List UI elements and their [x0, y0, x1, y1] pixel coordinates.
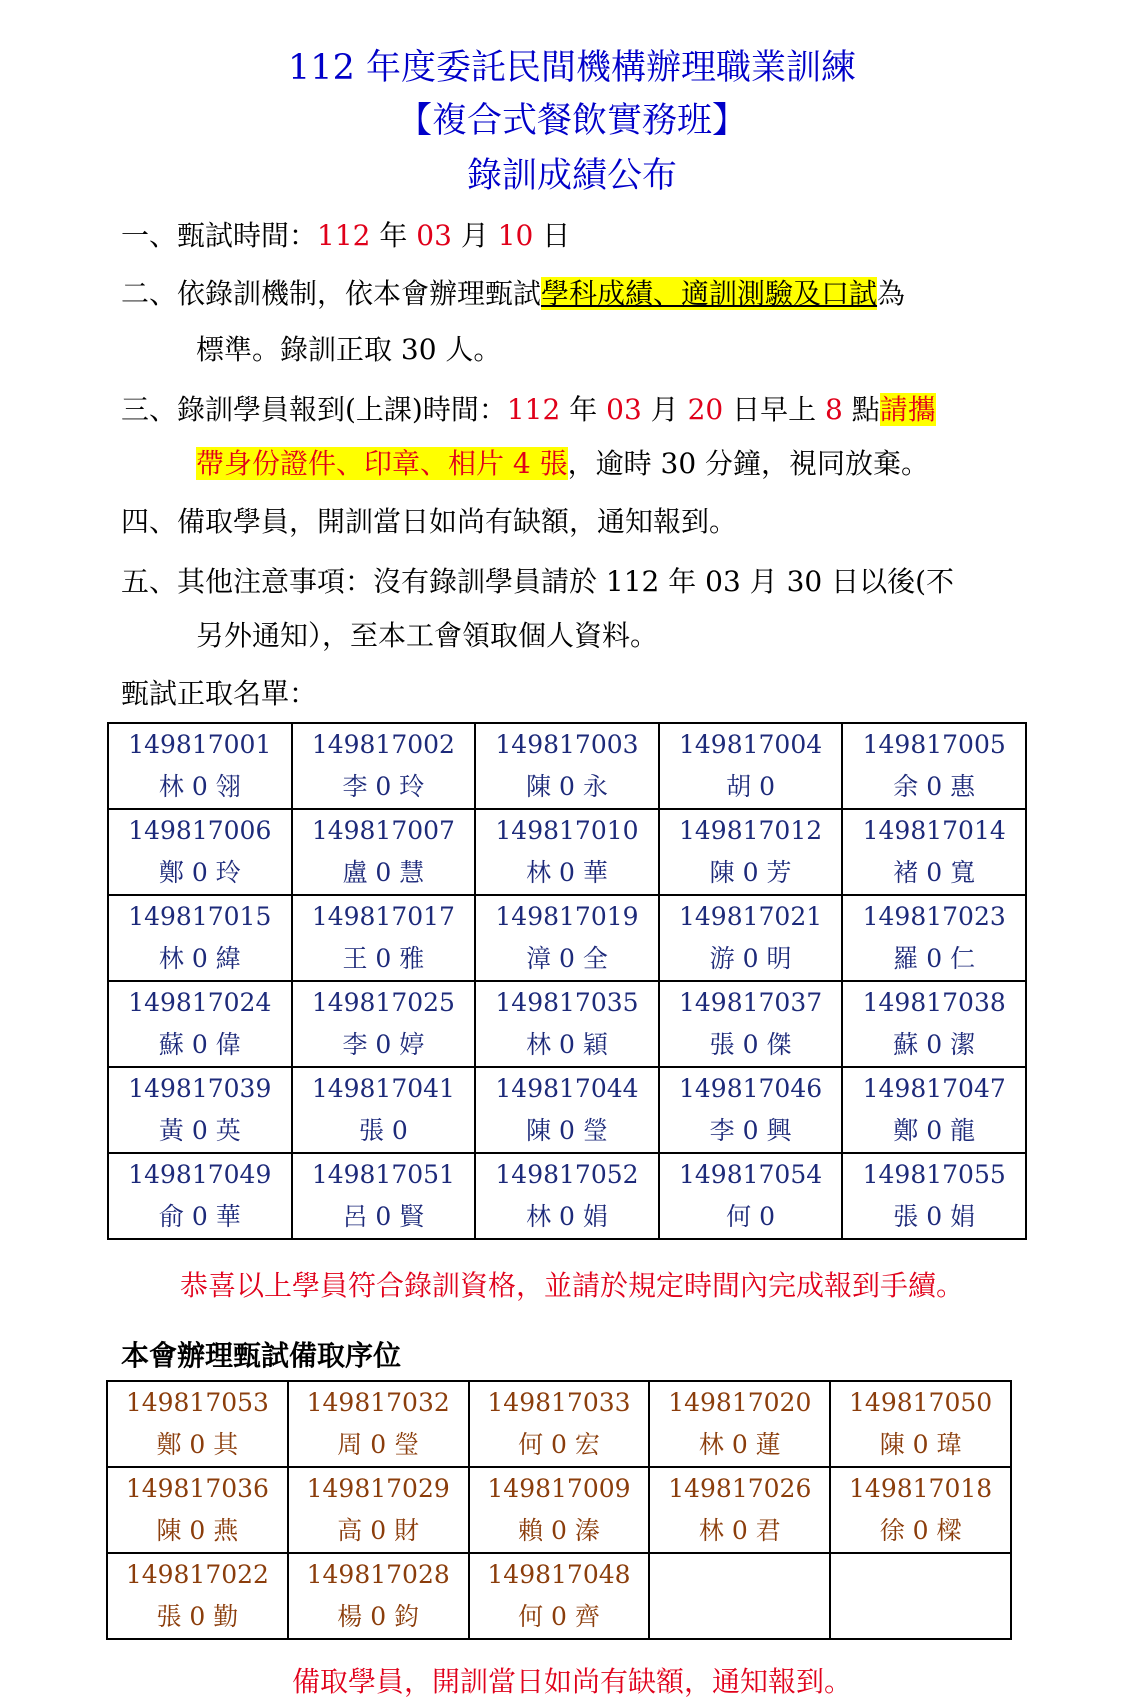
trainee-cell — [842, 1153, 1026, 1239]
trainee-name: 陳 0 芳 — [709, 858, 792, 887]
trainee-id: 149817033 — [487, 1388, 631, 1417]
exam-year: 112 — [317, 219, 371, 252]
trainee-cell — [292, 1067, 476, 1153]
trainee-name: 盧 0 慧 — [342, 858, 425, 887]
trainee-cell — [475, 809, 659, 895]
trainee-cell — [469, 1467, 650, 1553]
trainee-name: 胡 0 — [726, 772, 775, 801]
trainee-cell — [649, 1381, 830, 1467]
trainee-cell — [475, 895, 659, 981]
exam-time-label: 一、甄試時間： — [121, 219, 318, 252]
criteria-suffix: 為 — [877, 277, 906, 310]
criteria-text: 二、依錄訓機制，依本會辦理甄試 — [121, 277, 542, 310]
trainee-cell — [842, 981, 1026, 1067]
trainee-id: 149817029 — [306, 1474, 450, 1503]
trainee-name: 陳 0 瑋 — [879, 1430, 962, 1459]
hour-unit: 點 — [842, 393, 880, 426]
trainee-cell — [475, 1067, 659, 1153]
waitlist-table — [106, 1380, 1012, 1640]
admitted-list-heading: 甄試正取名單： — [121, 677, 318, 710]
trainee-id: 149817001 — [128, 730, 272, 759]
waitlist-heading: 本會辦理甄試備取序位 — [121, 1339, 402, 1372]
trainee-cell — [108, 1067, 292, 1153]
day-unit: 日 — [533, 219, 571, 252]
trainee-id: 149817037 — [679, 988, 823, 1017]
trainee-name: 張 0 傑 — [709, 1030, 792, 1059]
trainee-id: 149817044 — [495, 1074, 639, 1103]
exam-day: 10 — [497, 219, 534, 252]
document-title: 112 年度委託民間機構辦理職業訓練 — [288, 48, 856, 88]
table-row — [108, 723, 1026, 809]
trainee-id: 149817046 — [679, 1074, 823, 1103]
year-unit: 年 — [560, 393, 607, 426]
month-unit: 月 — [451, 219, 498, 252]
trainee-name: 林 0 穎 — [526, 1030, 608, 1059]
trainee-id: 149817021 — [679, 902, 823, 931]
waitlist-notice-line: 四、備取學員，開訓當日如尚有缺額，通知報到。 — [121, 505, 738, 538]
trainee-name: 李 0 玲 — [342, 772, 425, 801]
trainee-name: 徐 0 樑 — [879, 1516, 962, 1545]
report-hour: 8 — [825, 393, 843, 426]
table-row — [108, 981, 1026, 1067]
trainee-name: 何 0 齊 — [518, 1602, 600, 1631]
trainee-cell — [107, 1467, 288, 1553]
trainee-name: 林 0 華 — [526, 858, 608, 887]
trainee-cell — [842, 723, 1026, 809]
trainee-name: 林 0 翎 — [158, 772, 241, 801]
trainee-name: 高 0 財 — [337, 1516, 420, 1545]
trainee-cell — [108, 1153, 292, 1239]
trainee-id: 149817053 — [125, 1388, 269, 1417]
bring-items-line — [196, 444, 929, 484]
trainee-cell — [842, 895, 1026, 981]
trainee-id: 149817024 — [128, 988, 272, 1017]
trainee-cell — [288, 1381, 469, 1467]
trainee-id: 149817003 — [495, 730, 639, 759]
trainee-name: 游 0 明 — [709, 944, 792, 973]
trainee-id: 149817017 — [311, 902, 455, 931]
bring-items-highlight: 請攜 — [879, 393, 936, 426]
trainee-cell — [292, 895, 476, 981]
trainee-id: 149817006 — [128, 816, 272, 845]
trainee-cell — [108, 981, 292, 1067]
admitted-table — [107, 722, 1027, 1240]
table-row — [108, 1067, 1026, 1153]
trainee-name: 賴 0 溱 — [518, 1516, 600, 1545]
trainee-cell — [469, 1381, 650, 1467]
trainee-id: 149817038 — [862, 988, 1006, 1017]
trainee-id: 149817019 — [495, 902, 639, 931]
trainee-id: 149817018 — [849, 1474, 993, 1503]
trainee-cell — [292, 1153, 476, 1239]
table-row — [108, 1153, 1026, 1239]
table-row — [108, 895, 1026, 981]
trainee-name: 張 0 勤 — [156, 1602, 239, 1631]
trainee-cell — [292, 981, 476, 1067]
trainee-name: 何 0 — [726, 1202, 775, 1231]
trainee-name: 林 0 蓮 — [698, 1430, 781, 1459]
trainee-id: 149817020 — [668, 1388, 812, 1417]
trainee-id: 149817009 — [487, 1474, 631, 1503]
trainee-id: 149817007 — [311, 816, 455, 845]
table-row — [107, 1381, 1011, 1467]
trainee-name: 余 0 惠 — [893, 772, 976, 801]
trainee-cell — [475, 1153, 659, 1239]
trainee-id: 149817032 — [306, 1388, 450, 1417]
trainee-cell — [288, 1553, 469, 1639]
admission-criteria-line — [121, 274, 905, 314]
trainee-name: 鄭 0 其 — [156, 1430, 239, 1459]
trainee-id: 149817047 — [862, 1074, 1006, 1103]
trainee-name: 蘇 0 偉 — [158, 1030, 241, 1059]
trainee-cell — [659, 1153, 843, 1239]
trainee-id: 149817035 — [495, 988, 639, 1017]
trainee-name: 陳 0 永 — [526, 772, 608, 801]
trainee-name: 陳 0 瑩 — [526, 1116, 608, 1145]
trainee-id: 149817055 — [862, 1160, 1006, 1189]
trainee-cell — [475, 981, 659, 1067]
trainee-name: 何 0 宏 — [518, 1430, 600, 1459]
trainee-cell — [649, 1467, 830, 1553]
trainee-id: 149817051 — [311, 1160, 455, 1189]
trainee-name: 黃 0 英 — [158, 1116, 241, 1145]
trainee-cell — [830, 1553, 1011, 1639]
announcement-title: 錄訓成績公布 — [466, 156, 677, 196]
trainee-name: 蘇 0 潔 — [893, 1030, 976, 1059]
trainee-id: 149817041 — [311, 1074, 455, 1103]
trainee-cell — [659, 723, 843, 809]
trainee-cell — [107, 1381, 288, 1467]
admission-quota-line: 標準。錄訓正取 30 人。 — [196, 333, 502, 366]
day-unit: 日早上 — [723, 393, 826, 426]
trainee-id: 149817005 — [862, 730, 1006, 759]
trainee-cell — [830, 1381, 1011, 1467]
trainee-cell — [107, 1553, 288, 1639]
bring-items-list: 帶身份證件、印章、相片 4 張 — [196, 447, 568, 480]
trainee-cell — [659, 895, 843, 981]
other-notes-line-2: 另外通知），至本工會領取個人資料。 — [196, 619, 659, 652]
trainee-id: 149817004 — [679, 730, 823, 759]
trainee-cell — [469, 1553, 650, 1639]
trainee-name: 林 0 君 — [698, 1516, 781, 1545]
trainee-name: 漳 0 全 — [526, 944, 608, 973]
trainee-cell — [659, 1067, 843, 1153]
late-policy-text: ，逾時 30 分鐘，視同放棄。 — [567, 447, 930, 480]
trainee-id: 149817010 — [495, 816, 639, 845]
trainee-id: 149817026 — [668, 1474, 812, 1503]
trainee-id: 149817023 — [862, 902, 1006, 931]
trainee-name: 楊 0 鈞 — [337, 1602, 420, 1631]
trainee-name: 周 0 瑩 — [337, 1430, 420, 1459]
trainee-name: 王 0 雅 — [342, 944, 425, 973]
trainee-name: 羅 0 仁 — [893, 944, 976, 973]
trainee-name: 呂 0 賢 — [342, 1202, 425, 1231]
trainee-cell — [108, 809, 292, 895]
trainee-name: 鄭 0 龍 — [893, 1116, 976, 1145]
report-day: 20 — [687, 393, 724, 426]
trainee-id: 149817028 — [306, 1560, 450, 1589]
year-unit: 年 — [370, 219, 417, 252]
trainee-cell — [649, 1553, 830, 1639]
trainee-cell — [659, 809, 843, 895]
trainee-name: 李 0 婷 — [342, 1030, 425, 1059]
waitlist-note: 備取學員，開訓當日如尚有缺額，通知報到。 — [291, 1665, 852, 1698]
trainee-cell — [475, 723, 659, 809]
class-name-title: 【複合式餐飲實務班】 — [396, 101, 747, 141]
table-row — [107, 1553, 1011, 1639]
trainee-name: 林 0 緯 — [158, 944, 241, 973]
trainee-cell — [288, 1467, 469, 1553]
report-year: 112 — [506, 393, 561, 426]
trainee-cell — [842, 809, 1026, 895]
report-month: 03 — [606, 393, 642, 426]
trainee-id: 149817049 — [128, 1160, 272, 1189]
table-row — [108, 809, 1026, 895]
congrats-note: 恭喜以上學員符合錄訓資格，並請於規定時間內完成報到手續。 — [179, 1269, 964, 1302]
trainee-cell — [292, 723, 476, 809]
trainee-id: 149817022 — [125, 1560, 269, 1589]
trainee-id: 149817025 — [311, 988, 455, 1017]
criteria-highlight: 學科成績、適訓測驗及口試 — [541, 277, 878, 310]
trainee-name: 李 0 興 — [709, 1116, 792, 1145]
trainee-name: 林 0 娟 — [526, 1202, 608, 1231]
exam-time-line — [121, 216, 570, 256]
trainee-id: 149817052 — [495, 1160, 639, 1189]
trainee-id: 149817050 — [849, 1388, 993, 1417]
other-notes-line: 五、其他注意事項：沒有錄訓學員請於 112 年 03 月 30 日以後(不 — [121, 565, 955, 598]
trainee-id: 149817054 — [679, 1160, 823, 1189]
trainee-cell — [842, 1067, 1026, 1153]
trainee-cell — [108, 895, 292, 981]
trainee-name: 陳 0 燕 — [156, 1516, 239, 1545]
trainee-cell — [292, 809, 476, 895]
exam-month: 03 — [416, 219, 452, 252]
report-time-label: 三、錄訓學員報到(上課)時間： — [121, 393, 507, 426]
trainee-name: 褚 0 寬 — [893, 858, 976, 887]
month-unit: 月 — [641, 393, 688, 426]
trainee-id: 149817048 — [487, 1560, 631, 1589]
trainee-cell — [108, 723, 292, 809]
trainee-name: 俞 0 華 — [158, 1202, 241, 1231]
trainee-name: 鄭 0 玲 — [158, 858, 241, 887]
table-row — [107, 1467, 1011, 1553]
trainee-name: 張 0 — [358, 1116, 408, 1145]
trainee-id: 149817012 — [679, 816, 823, 845]
trainee-cell — [830, 1467, 1011, 1553]
trainee-cell — [659, 981, 843, 1067]
trainee-name: 張 0 娟 — [893, 1202, 976, 1231]
trainee-id: 149817039 — [128, 1074, 272, 1103]
trainee-id: 149817002 — [311, 730, 455, 759]
report-time-line — [121, 390, 936, 430]
trainee-id: 149817036 — [125, 1474, 269, 1503]
trainee-id: 149817014 — [862, 816, 1006, 845]
trainee-id: 149817015 — [128, 902, 272, 931]
